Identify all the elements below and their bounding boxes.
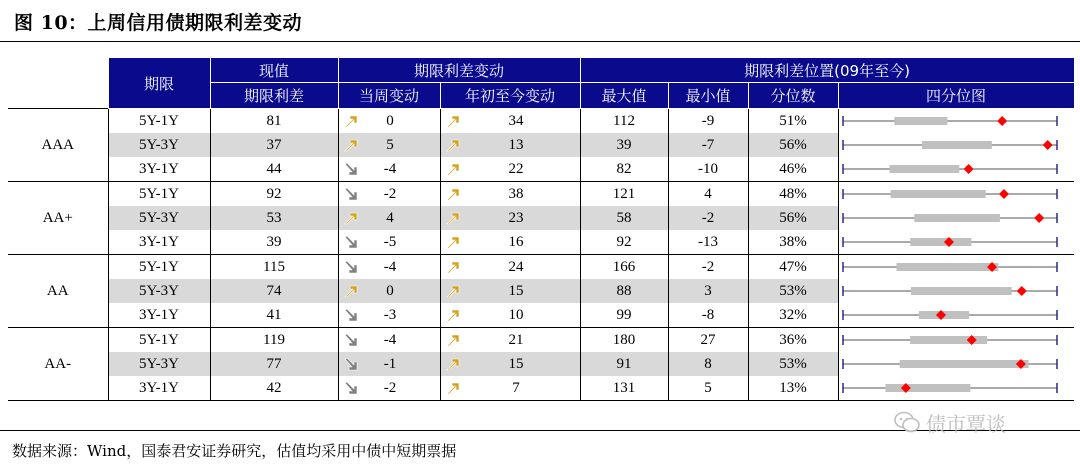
iqr-box (890, 190, 985, 198)
header-week-change: 当周变动 (338, 83, 440, 109)
header-percentile: 分位数 (748, 83, 838, 109)
current-marker (1034, 213, 1044, 223)
current-spread-cell: 115 (210, 255, 338, 280)
arrow-down-icon (343, 380, 359, 396)
term-cell: 3Y-1Y (108, 157, 210, 182)
current-marker (963, 164, 973, 174)
arrow-up-icon (343, 113, 359, 129)
quartile-box-plot (839, 109, 1061, 133)
quartile-box-plot (839, 279, 1061, 303)
ytd-change-cell (440, 376, 580, 401)
current-spread-cell: 44 (210, 157, 338, 182)
week-change-cell (338, 206, 440, 230)
percentile-cell: 47% (748, 255, 838, 280)
rating-label: AA- (8, 328, 108, 401)
ytd-change-value: 23 (508, 209, 524, 226)
header-term: 期限 (108, 58, 210, 109)
percentile-cell: 53% (748, 352, 838, 376)
current-spread-cell: 37 (210, 133, 338, 157)
arrow-up-icon (343, 283, 359, 299)
quartile-box-plot (839, 352, 1061, 376)
percentile-cell: 56% (748, 133, 838, 157)
week-change-cell (338, 230, 440, 255)
max-cell: 91 (580, 352, 668, 376)
week-change-value: -4 (383, 160, 397, 177)
ytd-change-cell (440, 157, 580, 182)
quartile-chart-cell (838, 109, 1074, 134)
arrow-up-icon (445, 137, 461, 153)
percentile-cell: 56% (748, 206, 838, 230)
quartile-chart-cell (838, 157, 1074, 182)
current-spread-cell: 42 (210, 376, 338, 401)
table-row (8, 230, 1074, 255)
current-spread-cell: 77 (210, 352, 338, 376)
ytd-change-value: 15 (508, 282, 524, 299)
current-spread-cell: 39 (210, 230, 338, 255)
min-cell: -10 (668, 157, 748, 182)
week-change-value: -3 (383, 306, 397, 323)
table-row (8, 157, 1074, 182)
quartile-chart-cell (838, 376, 1074, 401)
table-row (8, 279, 1074, 303)
table-row (8, 255, 1074, 280)
arrow-up-icon (445, 161, 461, 177)
quartile-chart-cell (838, 255, 1074, 280)
min-cell: 5 (668, 376, 748, 401)
term-cell: 5Y-1Y (108, 109, 210, 134)
week-change-value: 5 (386, 136, 394, 153)
table-body (8, 109, 1074, 401)
iqr-box (910, 238, 971, 246)
wechat-icon (894, 411, 920, 433)
table-row (8, 182, 1074, 207)
ytd-change-value: 15 (508, 355, 524, 372)
current-spread-cell: 92 (210, 182, 338, 207)
corner-blank-2 (8, 83, 108, 109)
current-marker (1042, 140, 1052, 150)
ytd-change-value: 22 (508, 160, 524, 177)
term-cell: 3Y-1Y (108, 230, 210, 255)
arrow-down-icon (343, 356, 359, 372)
week-change-value: -5 (383, 233, 397, 250)
quartile-chart-cell (838, 352, 1074, 376)
percentile-cell: 48% (748, 182, 838, 207)
iqr-box (894, 117, 947, 125)
table-row (8, 206, 1074, 230)
quartile-box-plot (839, 206, 1061, 230)
week-change-value: -4 (383, 331, 397, 348)
week-change-cell (338, 303, 440, 328)
table-row (8, 376, 1074, 401)
ytd-change-value: 21 (508, 331, 524, 348)
header-position: 期限利差位置(09年至今) (580, 58, 1074, 83)
week-change-value: -2 (383, 185, 397, 202)
ytd-change-cell (440, 230, 580, 255)
percentile-cell: 32% (748, 303, 838, 328)
ytd-change-cell (440, 206, 580, 230)
corner-blank (8, 58, 108, 83)
percentile-cell: 38% (748, 230, 838, 255)
percentile-cell: 51% (748, 109, 838, 134)
term-cell: 5Y-3Y (108, 206, 210, 230)
min-cell: -2 (668, 255, 748, 280)
arrow-up-icon (445, 186, 461, 202)
week-change-value: -2 (383, 379, 397, 396)
arrow-up-icon (445, 380, 461, 396)
max-cell: 58 (580, 206, 668, 230)
watermark (894, 408, 1006, 436)
arrow-down-icon (343, 234, 359, 250)
week-change-value: -4 (383, 258, 397, 275)
min-cell: -7 (668, 133, 748, 157)
week-change-cell (338, 133, 440, 157)
ytd-change-value: 13 (508, 136, 524, 153)
ytd-change-cell (440, 328, 580, 353)
ytd-change-cell (440, 109, 580, 134)
ytd-change-cell (440, 303, 580, 328)
term-cell: 5Y-1Y (108, 255, 210, 280)
percentile-cell: 36% (748, 328, 838, 353)
week-change-value: -1 (383, 355, 397, 372)
quartile-box-plot (839, 376, 1061, 400)
percentile-cell: 46% (748, 157, 838, 182)
arrow-down-icon (343, 307, 359, 323)
quartile-chart-cell (838, 182, 1074, 207)
max-cell: 88 (580, 279, 668, 303)
current-spread-cell: 41 (210, 303, 338, 328)
arrow-down-icon (343, 161, 359, 177)
arrow-down-icon (343, 186, 359, 202)
current-spread-cell: 81 (210, 109, 338, 134)
arrow-up-icon (445, 356, 461, 372)
arrow-up-icon (445, 113, 461, 129)
arrow-up-icon (445, 210, 461, 226)
arrow-down-icon (343, 332, 359, 348)
header-max: 最大值 (580, 83, 668, 109)
iqr-box (910, 287, 1011, 295)
header-change: 期限利差变动 (338, 58, 580, 83)
ytd-change-cell (440, 279, 580, 303)
week-change-cell (338, 182, 440, 207)
min-cell: 8 (668, 352, 748, 376)
quartile-box-plot (839, 182, 1061, 206)
min-cell: 27 (668, 328, 748, 353)
rating-label: AA+ (8, 182, 108, 255)
week-change-cell (338, 376, 440, 401)
week-change-cell (338, 157, 440, 182)
ytd-change-cell (440, 182, 580, 207)
rating-label: AA (8, 255, 108, 328)
arrow-up-icon (445, 259, 461, 275)
ytd-change-cell (440, 352, 580, 376)
rating-label: AAA (8, 109, 108, 182)
ytd-change-cell (440, 133, 580, 157)
table-row (8, 133, 1074, 157)
quartile-chart-cell (838, 279, 1074, 303)
source-note: 数据来源：Wind，国泰君安证券研究，估值均采用中债中短期票据 (12, 442, 457, 460)
header-current: 现值 (210, 58, 338, 83)
week-change-cell (338, 279, 440, 303)
iqr-box (885, 384, 970, 392)
min-cell: -2 (668, 206, 748, 230)
current-spread-cell: 119 (210, 328, 338, 353)
week-change-value: 4 (386, 209, 394, 226)
ytd-change-value: 38 (508, 185, 524, 202)
arrow-up-icon (445, 283, 461, 299)
quartile-chart-cell (838, 328, 1074, 353)
max-cell: 92 (580, 230, 668, 255)
ytd-change-value: 34 (508, 112, 524, 129)
max-cell: 39 (580, 133, 668, 157)
max-cell: 131 (580, 376, 668, 401)
max-cell: 166 (580, 255, 668, 280)
arrow-up-icon (445, 234, 461, 250)
arrow-up-icon (343, 210, 359, 226)
current-spread-cell: 53 (210, 206, 338, 230)
percentile-cell: 53% (748, 279, 838, 303)
iqr-box (899, 360, 1028, 368)
quartile-box-plot (839, 328, 1061, 352)
header-ytd-change: 年初至今变动 (440, 83, 580, 109)
quartile-box-plot (839, 133, 1061, 157)
quartile-chart-cell (838, 303, 1074, 328)
week-change-value: 0 (386, 282, 394, 299)
term-spread-table (8, 57, 1075, 401)
min-cell: 3 (668, 279, 748, 303)
week-change-cell (338, 255, 440, 280)
title-rule (0, 41, 1080, 42)
term-cell: 3Y-1Y (108, 376, 210, 401)
iqr-box (896, 263, 998, 271)
week-change-cell (338, 352, 440, 376)
current-marker (997, 116, 1007, 126)
iqr-box (914, 214, 1000, 222)
quartile-box-plot (839, 230, 1061, 254)
week-change-value: 0 (386, 112, 394, 129)
arrow-up-icon (445, 307, 461, 323)
watermark-text: 债市覃谈 (926, 411, 1006, 436)
header-quartile-chart: 四分位图 (838, 83, 1074, 109)
term-cell: 5Y-3Y (108, 352, 210, 376)
table-row (8, 352, 1074, 376)
term-cell: 5Y-1Y (108, 328, 210, 353)
max-cell: 180 (580, 328, 668, 353)
quartile-box-plot (839, 157, 1061, 181)
max-cell: 121 (580, 182, 668, 207)
max-cell: 112 (580, 109, 668, 134)
term-cell: 5Y-1Y (108, 182, 210, 207)
current-spread-cell: 74 (210, 279, 338, 303)
week-change-cell (338, 109, 440, 134)
term-cell: 3Y-1Y (108, 303, 210, 328)
iqr-box (922, 141, 992, 149)
quartile-chart-cell (838, 230, 1074, 255)
current-marker (1016, 286, 1026, 296)
iqr-box (889, 165, 959, 173)
min-cell: -13 (668, 230, 748, 255)
percentile-cell: 13% (748, 376, 838, 401)
header-min: 最小值 (668, 83, 748, 109)
ytd-change-cell (440, 255, 580, 280)
term-cell: 5Y-3Y (108, 133, 210, 157)
quartile-chart-cell (838, 133, 1074, 157)
header-current-sub: 期限利差 (210, 83, 338, 109)
ytd-change-value: 16 (508, 233, 524, 250)
quartile-box-plot (839, 255, 1061, 279)
ytd-change-value: 10 (508, 306, 524, 323)
arrow-up-icon (343, 137, 359, 153)
min-cell: -9 (668, 109, 748, 134)
min-cell: -8 (668, 303, 748, 328)
ytd-change-value: 7 (512, 379, 520, 396)
table-row (8, 328, 1074, 353)
max-cell: 82 (580, 157, 668, 182)
figure-title: 图 10：上周信用债期限利差变动 (14, 12, 303, 34)
week-change-cell (338, 328, 440, 353)
max-cell: 99 (580, 303, 668, 328)
ytd-change-value: 24 (508, 258, 524, 275)
table-row (8, 303, 1074, 328)
arrow-down-icon (343, 259, 359, 275)
table-row (8, 109, 1074, 134)
arrow-up-icon (445, 332, 461, 348)
quartile-chart-cell (838, 206, 1074, 230)
term-cell: 5Y-3Y (108, 279, 210, 303)
current-marker (998, 189, 1008, 199)
min-cell: 4 (668, 182, 748, 207)
quartile-box-plot (839, 303, 1061, 327)
